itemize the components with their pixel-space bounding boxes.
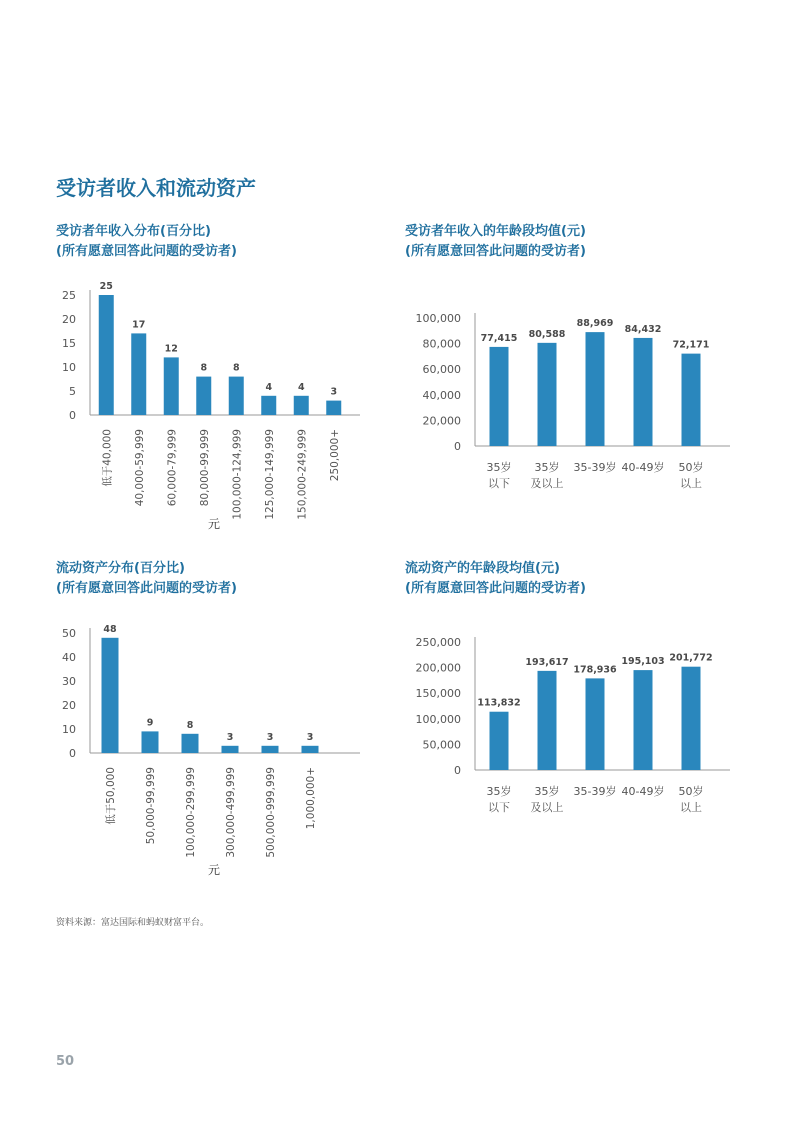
bar: [586, 332, 605, 446]
income-by-age-title-line1: 受访者年收入的年龄段均值(元): [405, 224, 586, 239]
income-by-age-title: [405, 222, 586, 262]
data-label: 3: [226, 731, 234, 743]
y-tick-label: 60,000: [422, 363, 461, 377]
income-distribution-title-line1: 受访者年收入分布(百分比): [56, 224, 211, 239]
income-by-age-chart: [390, 300, 740, 500]
income-distribution-title-line2: (所有愿意回答此问题的受访者): [56, 244, 237, 259]
income-by-age-title-line2: (所有愿意回答此问题的受访者): [405, 244, 586, 259]
bar: [634, 670, 653, 770]
x-axis-unit-label: 元: [207, 863, 221, 877]
x-tick-label: 低于50,000: [105, 767, 117, 825]
x-tick-label: 及以上: [530, 477, 564, 490]
data-label: 178,936: [573, 664, 617, 676]
x-tick-label: 以下: [488, 801, 510, 814]
x-tick-label: 以下: [488, 477, 510, 490]
bar: [302, 746, 319, 753]
data-label: 72,171: [672, 339, 710, 351]
data-label: 193,617: [525, 656, 569, 668]
bar: [102, 638, 119, 753]
x-tick-label: 35岁: [534, 785, 560, 798]
data-label: 8: [200, 362, 208, 374]
assets-by-age-title-line1: 流动资产的年龄段均值(元): [405, 561, 560, 576]
x-tick-label: 1,000,000+: [305, 767, 317, 830]
bar: [142, 731, 159, 753]
x-tick-label: 40,000-59,999: [133, 429, 146, 507]
assets-distribution-title-line2: (所有愿意回答此问题的受访者): [56, 581, 237, 596]
data-label: 84,432: [624, 323, 662, 335]
bar: [164, 357, 179, 415]
x-tick-label: 300,000-499,999: [225, 767, 237, 858]
y-tick-label: 50: [62, 627, 76, 640]
x-tick-label: 50岁: [678, 785, 704, 798]
assets-by-age-chart: [390, 630, 740, 820]
bar: [586, 678, 605, 770]
x-tick-label: 以上: [680, 477, 702, 490]
x-tick-label: 250,000+: [328, 429, 341, 482]
y-tick-label: 30: [62, 675, 76, 688]
bar: [261, 396, 276, 415]
data-label: 3: [306, 731, 314, 743]
assets-by-age-title: [405, 559, 586, 599]
bar: [490, 712, 509, 770]
y-tick-label: 150,000: [415, 687, 461, 701]
y-tick-label: 80,000: [422, 337, 461, 351]
x-tick-label: 50岁: [678, 461, 704, 474]
page-number: 50: [56, 1054, 75, 1069]
y-tick-label: 0: [454, 440, 461, 453]
assets-distribution-title: [56, 559, 237, 599]
x-tick-label: 60,000-79,999: [166, 429, 179, 507]
data-label: 195,103: [621, 656, 665, 668]
bar: [196, 377, 211, 415]
data-label: 12: [164, 343, 178, 355]
bar: [538, 671, 557, 770]
bar: [634, 338, 653, 446]
assets-distribution-chart: [40, 620, 380, 885]
y-tick-label: 0: [69, 409, 76, 422]
x-tick-label: 100,000-299,999: [185, 767, 197, 858]
y-tick-label: 20: [62, 313, 76, 326]
x-tick-label: 35-39岁: [573, 785, 617, 798]
income-distribution-title: [56, 222, 237, 262]
data-label: 80,588: [528, 328, 566, 340]
data-label: 113,832: [477, 697, 521, 709]
data-label: 88,969: [576, 318, 614, 330]
x-tick-label: 100,000-124,999: [231, 429, 244, 520]
data-label: 201,772: [669, 652, 713, 664]
y-tick-label: 200,000: [415, 661, 461, 675]
x-tick-label: 以上: [680, 801, 702, 814]
bar: [538, 343, 557, 446]
assets-distribution-title-line1: 流动资产分布(百分比): [56, 561, 185, 576]
data-label: 17: [132, 319, 146, 331]
y-tick-label: 40: [62, 651, 76, 664]
x-axis-unit-label: 元: [207, 517, 221, 531]
x-tick-label: 及以上: [530, 801, 564, 814]
y-tick-label: 250,000: [415, 636, 461, 649]
section-title: 受访者收入和流动资产: [56, 176, 256, 200]
data-label: 8: [186, 719, 194, 731]
bar: [222, 746, 239, 753]
x-tick-label: 35岁: [486, 461, 512, 474]
y-tick-label: 0: [69, 747, 76, 760]
y-tick-label: 15: [62, 337, 76, 350]
bar: [229, 377, 244, 415]
data-label: 48: [103, 623, 117, 635]
bar: [182, 734, 199, 753]
bar: [99, 295, 114, 415]
data-label: 3: [266, 731, 274, 743]
x-tick-label: 125,000-149,999: [263, 429, 276, 520]
x-tick-label: 50,000-99,999: [145, 767, 157, 845]
x-tick-label: 80,000-99,999: [198, 429, 211, 507]
x-tick-label: 500,000-999,999: [265, 767, 277, 858]
bar: [131, 333, 146, 415]
y-tick-label: 20,000: [422, 414, 461, 428]
data-label: 8: [232, 362, 240, 374]
y-tick-label: 50,000: [422, 738, 461, 752]
x-tick-label: 35-39岁: [573, 461, 617, 474]
data-label: 9: [146, 717, 154, 729]
assets-by-age-title-line2: (所有愿意回答此问题的受访者): [405, 581, 586, 596]
source-note: 资料来源：富达国际和蚂蚁财富平台。: [56, 918, 210, 928]
x-tick-label: 40-49岁: [621, 785, 665, 798]
y-tick-label: 100,000: [415, 312, 461, 325]
y-tick-label: 5: [69, 385, 76, 398]
data-label: 3: [330, 386, 338, 398]
x-tick-label: 150,000-249,999: [296, 429, 309, 520]
x-tick-label: 35岁: [534, 461, 560, 474]
bar: [294, 396, 309, 415]
x-tick-label: 40-49岁: [621, 461, 665, 474]
x-tick-label: 低于40,000: [101, 429, 114, 487]
data-label: 25: [99, 281, 113, 292]
income-distribution-chart: [40, 280, 380, 540]
bar: [682, 354, 701, 446]
y-tick-label: 40,000: [422, 388, 461, 402]
x-tick-label: 35岁: [486, 785, 512, 798]
y-tick-label: 10: [62, 723, 76, 736]
y-tick-label: 10: [62, 361, 76, 374]
y-tick-label: 20: [62, 699, 76, 712]
bar: [262, 746, 279, 753]
data-label: 4: [297, 381, 305, 393]
y-tick-label: 100,000: [415, 712, 461, 726]
bar: [326, 401, 341, 415]
data-label: 77,415: [480, 332, 518, 344]
data-label: 4: [265, 381, 273, 393]
bar: [490, 347, 509, 446]
y-tick-label: 25: [62, 289, 76, 302]
y-tick-label: 0: [454, 764, 461, 777]
bar: [682, 667, 701, 770]
